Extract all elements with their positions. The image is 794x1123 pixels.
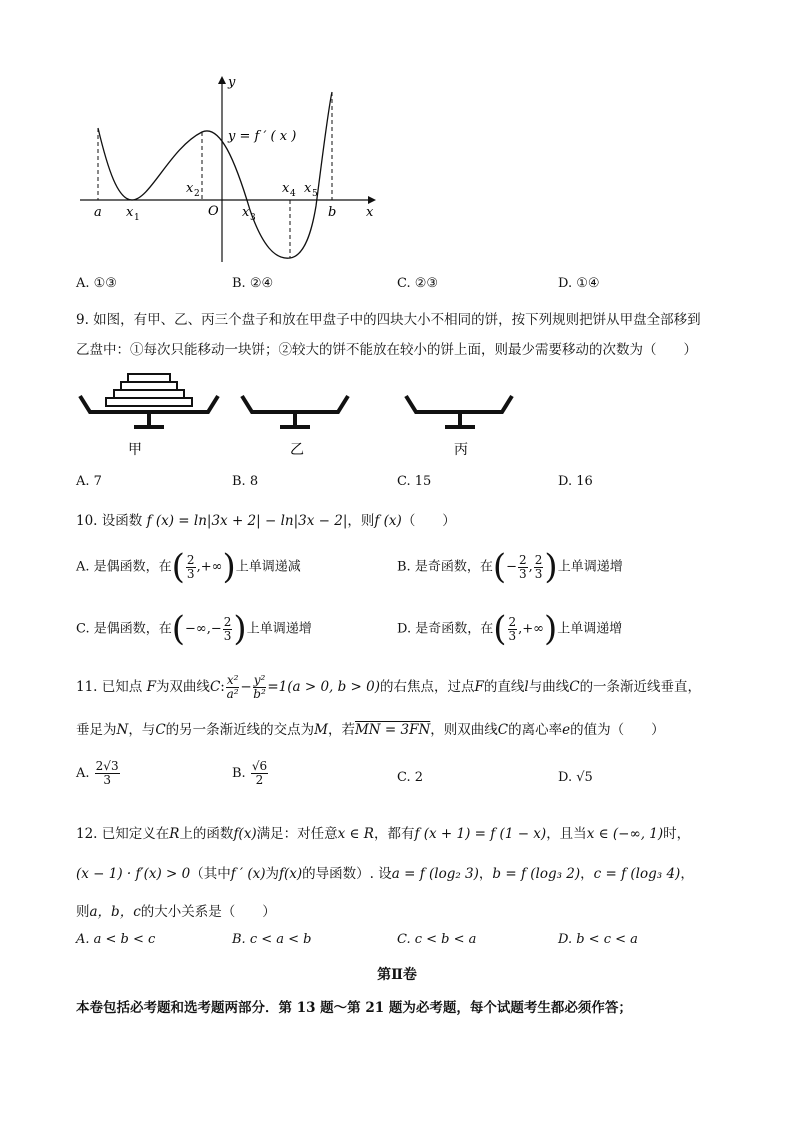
axis-y-label: y	[228, 75, 236, 90]
q9-option-c[interactable]: C. 15	[397, 474, 432, 489]
cake-1	[128, 374, 170, 382]
label-x2-sub: 2	[194, 189, 200, 199]
plate-label-yi: 乙	[290, 442, 304, 458]
q9-stem-line1: 9. 如图，有甲、乙、丙三个盘子和放在甲盘子中的四块大小不相同的饼，按下列规则把饼从甲盘全部移到	[76, 312, 701, 328]
q11-option-a[interactable]: A. $\frac{2√3}{3}$	[76, 759, 119, 787]
label-x4-sub: 4	[290, 189, 296, 199]
q11-option-b[interactable]: B. $\frac{√6}{2}$	[232, 759, 268, 787]
q10-option-a[interactable]: A. 是偶函数，在( $\frac{2}{3}$ ,+∞)上单调递减	[76, 547, 301, 587]
label-x2: x	[186, 181, 194, 196]
derivative-curve	[98, 92, 332, 258]
y-axis-arrow	[218, 76, 226, 84]
axis-x-label: x	[366, 205, 374, 220]
label-x3: x	[242, 205, 250, 220]
q10-b-pre: B. 是奇函数，在	[397, 559, 493, 575]
q12-option-a[interactable]: A. a < b < c	[76, 932, 156, 947]
q10-b-post: 上单调递增	[557, 559, 623, 575]
label-b: b	[328, 205, 337, 220]
plate-label-bing: 丙	[454, 442, 468, 458]
q12-option-c[interactable]: C. c < b < a	[397, 932, 477, 947]
q10-option-b[interactable]: B. 是奇函数，在(− $\frac{2}{3}$ , $\frac{2}{3}$ )上单调递增	[397, 547, 623, 587]
q11-stem-line2: 垂足为N，与C的另一条渐近线的交点为M，若MN = 3FN，则双曲线C的离心率e的值为（ ）	[76, 722, 665, 738]
label-O: O	[208, 204, 219, 219]
q12-option-d[interactable]: D. b < c < a	[558, 932, 638, 947]
q10-end: （ ）	[401, 513, 456, 529]
label-x5-sub: 5	[312, 189, 318, 199]
q12-stem-line3: 则a，b，c的大小关系是（ ）	[76, 904, 276, 920]
q10-fx: f (x)	[374, 513, 402, 529]
q10-prefix: 10. 设函数	[76, 513, 143, 529]
plates-figure	[76, 368, 526, 460]
part2-note: 本卷包括必考题和选考题两部分．第 13 题～第 21 题为必考题，每个试题考生都必须作答；	[76, 1000, 632, 1016]
q11-option-c[interactable]: C. 2	[397, 770, 424, 785]
q9-option-a[interactable]: A. 7	[76, 474, 102, 489]
q10-option-d[interactable]: D. 是奇函数，在( $\frac{2}{3}$ ,+∞)上单调递增	[397, 609, 623, 649]
q10-a-inf: +∞	[200, 559, 223, 575]
part2-title: 第Ⅱ卷	[377, 967, 417, 983]
q9-option-b[interactable]: B. 8	[232, 474, 259, 489]
q12-stem-line1: 12. 已知定义在R上的函数f(x)满足：对任意x ∈ R，都有f (x + 1) = f (1 − x)，且当x ∈ (−∞, 1)时，	[76, 826, 691, 842]
q10-a-frac: $\frac{2}{3}$	[186, 552, 195, 581]
q10-d-post: 上单调递增	[557, 621, 623, 637]
derivative-graph	[70, 70, 390, 270]
q10-suffix: ，则	[347, 513, 375, 529]
label-x3-sub: 3	[250, 213, 256, 223]
plate-label-jia: 甲	[128, 442, 142, 458]
curve-label: y = f ′ ( x )	[228, 129, 297, 144]
q10-option-c[interactable]: C. 是偶函数，在(−∞,− $\frac{2}{3}$ )上单调递增	[76, 609, 312, 649]
q8-option-b[interactable]: B. ②④	[232, 276, 274, 291]
x-axis-arrow	[368, 196, 376, 204]
label-x1-sub: 1	[134, 213, 140, 223]
q10-c-post: 上单调递增	[246, 621, 312, 637]
label-a: a	[94, 205, 102, 220]
cake-4	[106, 398, 192, 406]
plate-yi	[242, 396, 348, 427]
q9-stem-line2: 乙盘中：①每次只能移动一块饼；②较大的饼不能放在较小的饼上面，则最少需要移动的次数为（ ）	[76, 342, 697, 358]
q10-function: f (x) = ln|3x + 2| − ln|3x − 2|	[146, 513, 348, 529]
q10-a-pre: A. 是偶函数，在	[76, 559, 172, 575]
q12-option-b[interactable]: B. c < a < b	[232, 932, 312, 947]
q10-stem	[76, 509, 456, 529]
q8-option-d[interactable]: D. ①④	[558, 276, 600, 291]
q11-stem-line1: 11. 已知点 F为双曲线C: $\frac{\text{x²}}{\text{a²}}$ − $\frac{\text{y²}}{\text{b²}}$ =1(a > 0, b > 0)的右焦点，过点F的直线l与曲线C的一条渐近线垂直，	[76, 673, 702, 701]
q10-a-post: 上单调递减	[235, 559, 301, 575]
q11-option-d[interactable]: D. √5	[558, 770, 593, 785]
q10-d-pre: D. 是奇函数，在	[397, 621, 494, 637]
q8-option-a[interactable]: A. ①③	[76, 276, 117, 291]
plate-bing	[406, 396, 512, 427]
q8-option-c[interactable]: C. ②③	[397, 276, 439, 291]
q10-c-pre: C. 是偶函数，在	[76, 621, 172, 637]
cake-2	[121, 382, 177, 390]
q11-vector-eq: MN = 3FN	[354, 722, 431, 738]
plate-jia	[80, 374, 218, 427]
q12-stem-line2: (x − 1) · f′(x) > 0（其中f ′ (x)为f(x)的导函数）. 设a = f (log₂ 3)，b = f (log₃ 2)，c = f (log₃ 4)，	[76, 866, 694, 882]
cake-3	[114, 390, 184, 398]
label-x5: x	[304, 181, 312, 196]
q9-option-d[interactable]: D. 16	[558, 474, 593, 489]
label-x4: x	[282, 181, 290, 196]
label-x1: x	[126, 205, 134, 220]
